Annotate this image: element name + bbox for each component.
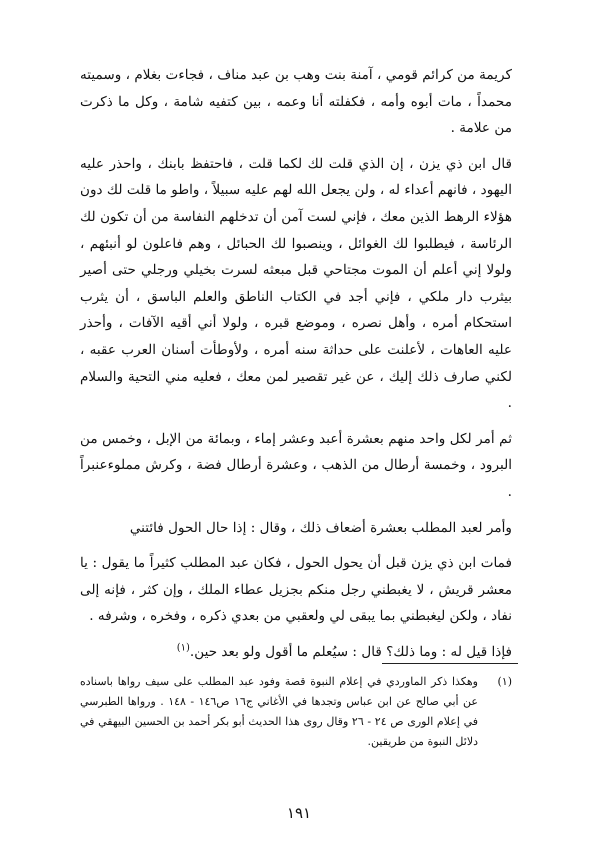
page-number: ١٩١: [286, 804, 312, 822]
paragraph-2: قال ابن ذي يزن ، إن الذي قلت لك لكما قلت ، فاحتفظ بابنك ، واحذر عليه اليهود ، فانهم أعداء له ، ولن يجعل الله لهم عليه سبيلاً ، واطو ما قلت لك دون هؤلاء الرهط الذين معك ، فإني لست آمن أن تدخلهم النفاسة من أن تكون لك الرئاسة ، فيطلبوا لك الغوائل ، وينصبوا لك الحبائل ، وهم فاعلون لو أنبئهم ، ولولا إني أعلم أن الموت مجتاحي قبل مبعثه لسرت بخيلي ورجلي حتى أصير بيثرب دار ملكي ، فإني أجد في الكتاب الناطق والعلم الباسق ، أن يثرب استحكام أمره ، وأهل نصره ، وموضع قبره ، ولولا أني أقيه الآفات ، وأحذر عليه العاهات ، لأعلنت على حداثة سنه أمره ، ولأوطأت أسنان العرب عقبه ، لكني صارف ذلك إليك ، عن غير تقصير لمن معك ، فعليه مني التحية والسلام .: [80, 155, 512, 412]
paragraph-1: كريمة من كرائم قومي ، آمنة بنت وهب بن عبد مناف ، فجاءت بغلام ، وسميته محمداً ، مات أبوه وأمه ، فكفلته أنا وعمه ، بين كتفيه شامة ، وكل ما ذكرت من علامة .: [80, 67, 512, 137]
footnote: [80, 672, 512, 752]
main-text: [80, 62, 512, 665]
footnote-separator: [382, 663, 518, 664]
paragraph-3: ثم أمر لكل واحد منهم بعشرة أعبد وعشر إماء ، وبمائة من الإبل ، وخمس من البرود ، وخمسة أرطال من الذهب ، وعشرة أرطال فضة ، وكرش مملوءعنبراً .: [80, 430, 512, 500]
paragraph-4: وأمر لعبد المطلب بعشرة أضعاف ذلك ، وقال : إذا حال الحول فائتني: [129, 519, 512, 536]
footnote-number: (١): [497, 675, 512, 688]
paragraph-6: [80, 639, 512, 666]
footnote-reference[interactable]: (١): [176, 642, 190, 654]
paragraph-6-text: فإذا قيل له : وما ذلك؟ قال : سيُعلم ما أقول ولو بعد حين.: [189, 643, 512, 660]
footnote-text: وهكذا ذكر الماوردي في إعلام النبوة قصة وفود عبد المطلب على سيف رواها باسناده عن أبي صالح عن ابن عباس وتجدها في الأغاني ج١٦ ص١٤٦ - ١٤٨ . ورواها الطبرسي في إعلام الورى ص ٢٤ - ٢٦ وقال روى هذا الحديث أبو بكر أحمد بن الحسين البيهقي في دلائل النبوة من طريقين.: [80, 675, 479, 748]
paragraph-5: فمات ابن ذي يزن قبل أن يحول الحول ، فكان عبد المطلب كثيراً ما يقول : يا معشر قريش ، لا يغبطني رجل منكم بجزيل عطاء الملك ، وإن كثر ، فإنه إلى نفاد ، ولكن ليغبطني بما يبقى لي ولعقبي من بعدي ذكره ، وفخره ، وشرفه .: [80, 555, 512, 625]
